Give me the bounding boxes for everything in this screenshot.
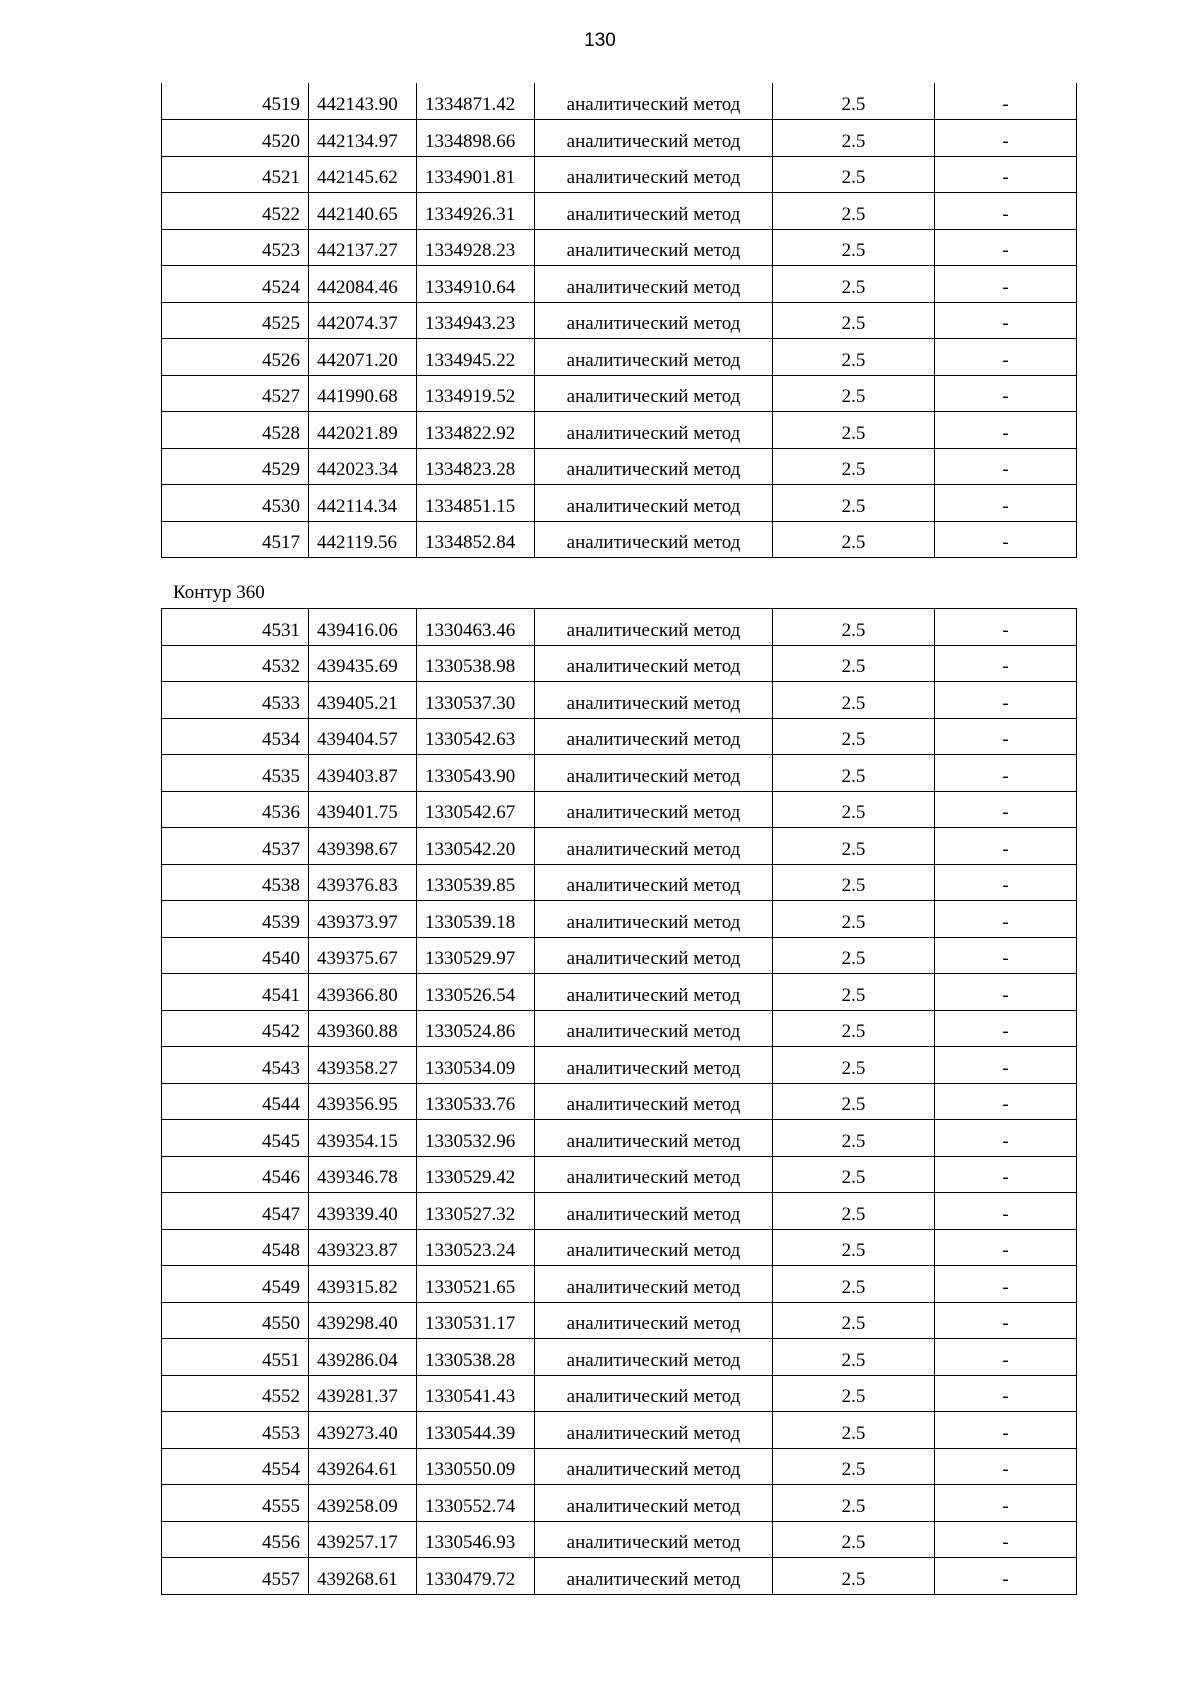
y-coordinate-cell: 1334901.81 <box>417 156 535 193</box>
table-row <box>162 974 1077 1011</box>
accuracy-cell: 2.5 <box>773 1375 935 1412</box>
table-row <box>162 83 1077 120</box>
description-cell: - <box>935 485 1077 522</box>
x-coordinate-cell: 439323.87 <box>309 1229 417 1266</box>
point-number-cell: 4537 <box>162 828 309 865</box>
y-coordinate-cell: 1330538.28 <box>417 1339 535 1376</box>
point-number-cell: 4517 <box>162 521 309 558</box>
description-cell: - <box>935 1083 1077 1120</box>
description-cell: - <box>935 682 1077 719</box>
point-number-cell: 4528 <box>162 412 309 449</box>
method-cell: аналитический метод <box>535 302 773 339</box>
accuracy-cell: 2.5 <box>773 718 935 755</box>
y-coordinate-cell: 1334898.66 <box>417 120 535 157</box>
method-cell: аналитический метод <box>535 645 773 682</box>
description-cell: - <box>935 609 1077 646</box>
table-row <box>162 1193 1077 1230</box>
y-coordinate-cell: 1330529.97 <box>417 937 535 974</box>
description-cell: - <box>935 937 1077 974</box>
description-cell: - <box>935 828 1077 865</box>
point-number-cell: 4534 <box>162 718 309 755</box>
point-number-cell: 4530 <box>162 485 309 522</box>
method-cell: аналитический метод <box>535 83 773 120</box>
y-coordinate-cell: 1330550.09 <box>417 1448 535 1485</box>
table-row <box>162 718 1077 755</box>
table-row <box>162 1266 1077 1303</box>
x-coordinate-cell: 439398.67 <box>309 828 417 865</box>
point-number-cell: 4533 <box>162 682 309 719</box>
table-row <box>162 229 1077 266</box>
table-row <box>162 1448 1077 1485</box>
y-coordinate-cell: 1330534.09 <box>417 1047 535 1084</box>
y-coordinate-cell: 1334926.31 <box>417 193 535 230</box>
y-coordinate-cell: 1330526.54 <box>417 974 535 1011</box>
accuracy-cell: 2.5 <box>773 1485 935 1522</box>
x-coordinate-cell: 439298.40 <box>309 1302 417 1339</box>
table-row <box>162 1375 1077 1412</box>
x-coordinate-cell: 439404.57 <box>309 718 417 755</box>
x-coordinate-cell: 442140.65 <box>309 193 417 230</box>
x-coordinate-cell: 439358.27 <box>309 1047 417 1084</box>
x-coordinate-cell: 439403.87 <box>309 755 417 792</box>
description-cell: - <box>935 412 1077 449</box>
accuracy-cell: 2.5 <box>773 156 935 193</box>
method-cell: аналитический метод <box>535 1339 773 1376</box>
y-coordinate-cell: 1330542.20 <box>417 828 535 865</box>
y-coordinate-cell: 1334852.84 <box>417 521 535 558</box>
table-row <box>162 755 1077 792</box>
x-coordinate-cell: 439366.80 <box>309 974 417 1011</box>
method-cell: аналитический метод <box>535 609 773 646</box>
table-row <box>162 1412 1077 1449</box>
x-coordinate-cell: 439273.40 <box>309 1412 417 1449</box>
x-coordinate-cell: 442021.89 <box>309 412 417 449</box>
y-coordinate-cell: 1330523.24 <box>417 1229 535 1266</box>
point-number-cell: 4527 <box>162 375 309 412</box>
point-number-cell: 4548 <box>162 1229 309 1266</box>
method-cell: аналитический метод <box>535 193 773 230</box>
description-cell: - <box>935 791 1077 828</box>
x-coordinate-cell: 442071.20 <box>309 339 417 376</box>
x-coordinate-cell: 439354.15 <box>309 1120 417 1157</box>
method-cell: аналитический метод <box>535 266 773 303</box>
table-row <box>162 864 1077 901</box>
table-row <box>162 1558 1077 1595</box>
table-row <box>162 828 1077 865</box>
point-number-cell: 4536 <box>162 791 309 828</box>
method-cell: аналитический метод <box>535 375 773 412</box>
method-cell: аналитический метод <box>535 828 773 865</box>
accuracy-cell: 2.5 <box>773 229 935 266</box>
y-coordinate-cell: 1330538.98 <box>417 645 535 682</box>
method-cell: аналитический метод <box>535 718 773 755</box>
method-cell: аналитический метод <box>535 1521 773 1558</box>
point-number-cell: 4551 <box>162 1339 309 1376</box>
accuracy-cell: 2.5 <box>773 1266 935 1303</box>
y-coordinate-cell: 1330544.39 <box>417 1412 535 1449</box>
table-row <box>162 521 1077 558</box>
y-coordinate-cell: 1330552.74 <box>417 1485 535 1522</box>
point-number-cell: 4529 <box>162 448 309 485</box>
description-cell: - <box>935 1193 1077 1230</box>
point-number-cell: 4531 <box>162 609 309 646</box>
x-coordinate-cell: 439416.06 <box>309 609 417 646</box>
method-cell: аналитический метод <box>535 339 773 376</box>
y-coordinate-cell: 1330539.18 <box>417 901 535 938</box>
y-coordinate-cell: 1330532.96 <box>417 1120 535 1157</box>
x-coordinate-cell: 439405.21 <box>309 682 417 719</box>
method-cell: аналитический метод <box>535 120 773 157</box>
accuracy-cell: 2.5 <box>773 120 935 157</box>
table-row <box>162 937 1077 974</box>
y-coordinate-cell: 1330539.85 <box>417 864 535 901</box>
description-cell: - <box>935 83 1077 120</box>
y-coordinate-cell: 1330546.93 <box>417 1521 535 1558</box>
description-cell: - <box>935 1302 1077 1339</box>
method-cell: аналитический метод <box>535 412 773 449</box>
table-row <box>162 901 1077 938</box>
description-cell: - <box>935 974 1077 1011</box>
point-number-cell: 4546 <box>162 1156 309 1193</box>
table-row <box>162 1485 1077 1522</box>
x-coordinate-cell: 439286.04 <box>309 1339 417 1376</box>
method-cell: аналитический метод <box>535 1266 773 1303</box>
method-cell: аналитический метод <box>535 448 773 485</box>
x-coordinate-cell: 442023.34 <box>309 448 417 485</box>
description-cell: - <box>935 1412 1077 1449</box>
table-row <box>162 1120 1077 1157</box>
description-cell: - <box>935 1558 1077 1595</box>
table-row <box>162 412 1077 449</box>
table-row <box>162 1047 1077 1084</box>
description-cell: - <box>935 1339 1077 1376</box>
x-coordinate-cell: 439356.95 <box>309 1083 417 1120</box>
method-cell: аналитический метод <box>535 229 773 266</box>
x-coordinate-cell: 442119.56 <box>309 521 417 558</box>
accuracy-cell: 2.5 <box>773 339 935 376</box>
y-coordinate-cell: 1334871.42 <box>417 83 535 120</box>
point-number-cell: 4538 <box>162 864 309 901</box>
y-coordinate-cell: 1330542.63 <box>417 718 535 755</box>
method-cell: аналитический метод <box>535 521 773 558</box>
accuracy-cell: 2.5 <box>773 901 935 938</box>
y-coordinate-cell: 1330537.30 <box>417 682 535 719</box>
coordinates-table-1 <box>161 83 1077 558</box>
accuracy-cell: 2.5 <box>773 485 935 522</box>
description-cell: - <box>935 755 1077 792</box>
method-cell: аналитический метод <box>535 1047 773 1084</box>
x-coordinate-cell: 439258.09 <box>309 1485 417 1522</box>
point-number-cell: 4544 <box>162 1083 309 1120</box>
method-cell: аналитический метод <box>535 791 773 828</box>
table-row <box>162 645 1077 682</box>
y-coordinate-cell: 1330521.65 <box>417 1266 535 1303</box>
accuracy-cell: 2.5 <box>773 302 935 339</box>
table-row <box>162 448 1077 485</box>
description-cell: - <box>935 375 1077 412</box>
point-number-cell: 4525 <box>162 302 309 339</box>
point-number-cell: 4547 <box>162 1193 309 1230</box>
accuracy-cell: 2.5 <box>773 1339 935 1376</box>
method-cell: аналитический метод <box>535 1156 773 1193</box>
y-coordinate-cell: 1334919.52 <box>417 375 535 412</box>
point-number-cell: 4524 <box>162 266 309 303</box>
description-cell: - <box>935 193 1077 230</box>
method-cell: аналитический метод <box>535 682 773 719</box>
x-coordinate-cell: 439375.67 <box>309 937 417 974</box>
table-row <box>162 682 1077 719</box>
point-number-cell: 4539 <box>162 901 309 938</box>
method-cell: аналитический метод <box>535 1375 773 1412</box>
accuracy-cell: 2.5 <box>773 974 935 1011</box>
description-cell: - <box>935 1156 1077 1193</box>
point-number-cell: 4554 <box>162 1448 309 1485</box>
description-cell: - <box>935 302 1077 339</box>
method-cell: аналитический метод <box>535 937 773 974</box>
x-coordinate-cell: 439315.82 <box>309 1266 417 1303</box>
point-number-cell: 4555 <box>162 1485 309 1522</box>
description-cell: - <box>935 120 1077 157</box>
x-coordinate-cell: 441990.68 <box>309 375 417 412</box>
x-coordinate-cell: 439264.61 <box>309 1448 417 1485</box>
point-number-cell: 4526 <box>162 339 309 376</box>
accuracy-cell: 2.5 <box>773 1156 935 1193</box>
accuracy-cell: 2.5 <box>773 1412 935 1449</box>
x-coordinate-cell: 439281.37 <box>309 1375 417 1412</box>
x-coordinate-cell: 442137.27 <box>309 229 417 266</box>
description-cell: - <box>935 1010 1077 1047</box>
y-coordinate-cell: 1330533.76 <box>417 1083 535 1120</box>
method-cell: аналитический метод <box>535 1302 773 1339</box>
table-row <box>162 156 1077 193</box>
x-coordinate-cell: 442134.97 <box>309 120 417 157</box>
point-number-cell: 4541 <box>162 974 309 1011</box>
accuracy-cell: 2.5 <box>773 1448 935 1485</box>
page-number: 130 <box>584 30 616 51</box>
point-number-cell: 4540 <box>162 937 309 974</box>
coordinates-table-2 <box>161 608 1077 1595</box>
table-row <box>162 302 1077 339</box>
x-coordinate-cell: 439346.78 <box>309 1156 417 1193</box>
accuracy-cell: 2.5 <box>773 193 935 230</box>
description-cell: - <box>935 1448 1077 1485</box>
x-coordinate-cell: 439360.88 <box>309 1010 417 1047</box>
point-number-cell: 4550 <box>162 1302 309 1339</box>
table-row <box>162 1229 1077 1266</box>
method-cell: аналитический метод <box>535 974 773 1011</box>
accuracy-cell: 2.5 <box>773 266 935 303</box>
description-cell: - <box>935 1266 1077 1303</box>
accuracy-cell: 2.5 <box>773 412 935 449</box>
description-cell: - <box>935 1229 1077 1266</box>
x-coordinate-cell: 442114.34 <box>309 485 417 522</box>
table-row <box>162 193 1077 230</box>
x-coordinate-cell: 439435.69 <box>309 645 417 682</box>
method-cell: аналитический метод <box>535 1083 773 1120</box>
method-cell: аналитический метод <box>535 1485 773 1522</box>
method-cell: аналитический метод <box>535 1229 773 1266</box>
description-cell: - <box>935 229 1077 266</box>
accuracy-cell: 2.5 <box>773 1229 935 1266</box>
accuracy-cell: 2.5 <box>773 1010 935 1047</box>
contour-label: Контур 360 <box>173 582 265 603</box>
table-row <box>162 485 1077 522</box>
method-cell: аналитический метод <box>535 1558 773 1595</box>
description-cell: - <box>935 645 1077 682</box>
x-coordinate-cell: 439376.83 <box>309 864 417 901</box>
y-coordinate-cell: 1330524.86 <box>417 1010 535 1047</box>
method-cell: аналитический метод <box>535 755 773 792</box>
table-row <box>162 791 1077 828</box>
description-cell: - <box>935 1047 1077 1084</box>
point-number-cell: 4552 <box>162 1375 309 1412</box>
description-cell: - <box>935 1375 1077 1412</box>
x-coordinate-cell: 439257.17 <box>309 1521 417 1558</box>
accuracy-cell: 2.5 <box>773 448 935 485</box>
x-coordinate-cell: 442074.37 <box>309 302 417 339</box>
point-number-cell: 4520 <box>162 120 309 157</box>
description-cell: - <box>935 718 1077 755</box>
point-number-cell: 4545 <box>162 1120 309 1157</box>
point-number-cell: 4543 <box>162 1047 309 1084</box>
x-coordinate-cell: 439401.75 <box>309 791 417 828</box>
point-number-cell: 4535 <box>162 755 309 792</box>
table-row <box>162 339 1077 376</box>
method-cell: аналитический метод <box>535 1010 773 1047</box>
accuracy-cell: 2.5 <box>773 1302 935 1339</box>
y-coordinate-cell: 1334822.92 <box>417 412 535 449</box>
y-coordinate-cell: 1330531.17 <box>417 1302 535 1339</box>
x-coordinate-cell: 442084.46 <box>309 266 417 303</box>
accuracy-cell: 2.5 <box>773 1193 935 1230</box>
accuracy-cell: 2.5 <box>773 937 935 974</box>
accuracy-cell: 2.5 <box>773 375 935 412</box>
accuracy-cell: 2.5 <box>773 1558 935 1595</box>
y-coordinate-cell: 1330527.32 <box>417 1193 535 1230</box>
x-coordinate-cell: 442143.90 <box>309 83 417 120</box>
description-cell: - <box>935 521 1077 558</box>
point-number-cell: 4519 <box>162 83 309 120</box>
accuracy-cell: 2.5 <box>773 609 935 646</box>
y-coordinate-cell: 1334945.22 <box>417 339 535 376</box>
table-row <box>162 1339 1077 1376</box>
point-number-cell: 4532 <box>162 645 309 682</box>
y-coordinate-cell: 1334928.23 <box>417 229 535 266</box>
point-number-cell: 4556 <box>162 1521 309 1558</box>
description-cell: - <box>935 156 1077 193</box>
method-cell: аналитический метод <box>535 1412 773 1449</box>
description-cell: - <box>935 1485 1077 1522</box>
table-row <box>162 1302 1077 1339</box>
table-row <box>162 1521 1077 1558</box>
accuracy-cell: 2.5 <box>773 864 935 901</box>
y-coordinate-cell: 1334910.64 <box>417 266 535 303</box>
y-coordinate-cell: 1330463.46 <box>417 609 535 646</box>
table-row <box>162 120 1077 157</box>
accuracy-cell: 2.5 <box>773 682 935 719</box>
accuracy-cell: 2.5 <box>773 755 935 792</box>
x-coordinate-cell: 439373.97 <box>309 901 417 938</box>
y-coordinate-cell: 1334943.23 <box>417 302 535 339</box>
point-number-cell: 4522 <box>162 193 309 230</box>
description-cell: - <box>935 864 1077 901</box>
y-coordinate-cell: 1334851.15 <box>417 485 535 522</box>
y-coordinate-cell: 1334823.28 <box>417 448 535 485</box>
x-coordinate-cell: 442145.62 <box>309 156 417 193</box>
accuracy-cell: 2.5 <box>773 828 935 865</box>
method-cell: аналитический метод <box>535 1448 773 1485</box>
accuracy-cell: 2.5 <box>773 791 935 828</box>
accuracy-cell: 2.5 <box>773 521 935 558</box>
x-coordinate-cell: 439268.61 <box>309 1558 417 1595</box>
table-row <box>162 266 1077 303</box>
x-coordinate-cell: 439339.40 <box>309 1193 417 1230</box>
y-coordinate-cell: 1330543.90 <box>417 755 535 792</box>
accuracy-cell: 2.5 <box>773 645 935 682</box>
y-coordinate-cell: 1330542.67 <box>417 791 535 828</box>
description-cell: - <box>935 266 1077 303</box>
accuracy-cell: 2.5 <box>773 1083 935 1120</box>
y-coordinate-cell: 1330541.43 <box>417 1375 535 1412</box>
description-cell: - <box>935 901 1077 938</box>
point-number-cell: 4557 <box>162 1558 309 1595</box>
point-number-cell: 4549 <box>162 1266 309 1303</box>
point-number-cell: 4542 <box>162 1010 309 1047</box>
method-cell: аналитический метод <box>535 485 773 522</box>
accuracy-cell: 2.5 <box>773 1047 935 1084</box>
point-number-cell: 4521 <box>162 156 309 193</box>
description-cell: - <box>935 1120 1077 1157</box>
method-cell: аналитический метод <box>535 1120 773 1157</box>
accuracy-cell: 2.5 <box>773 1521 935 1558</box>
method-cell: аналитический метод <box>535 864 773 901</box>
point-number-cell: 4523 <box>162 229 309 266</box>
table-row <box>162 1156 1077 1193</box>
method-cell: аналитический метод <box>535 156 773 193</box>
description-cell: - <box>935 339 1077 376</box>
accuracy-cell: 2.5 <box>773 83 935 120</box>
y-coordinate-cell: 1330529.42 <box>417 1156 535 1193</box>
table-row <box>162 1083 1077 1120</box>
table-row <box>162 609 1077 646</box>
table-row <box>162 1010 1077 1047</box>
description-cell: - <box>935 448 1077 485</box>
y-coordinate-cell: 1330479.72 <box>417 1558 535 1595</box>
method-cell: аналитический метод <box>535 901 773 938</box>
point-number-cell: 4553 <box>162 1412 309 1449</box>
table-row <box>162 375 1077 412</box>
method-cell: аналитический метод <box>535 1193 773 1230</box>
accuracy-cell: 2.5 <box>773 1120 935 1157</box>
description-cell: - <box>935 1521 1077 1558</box>
